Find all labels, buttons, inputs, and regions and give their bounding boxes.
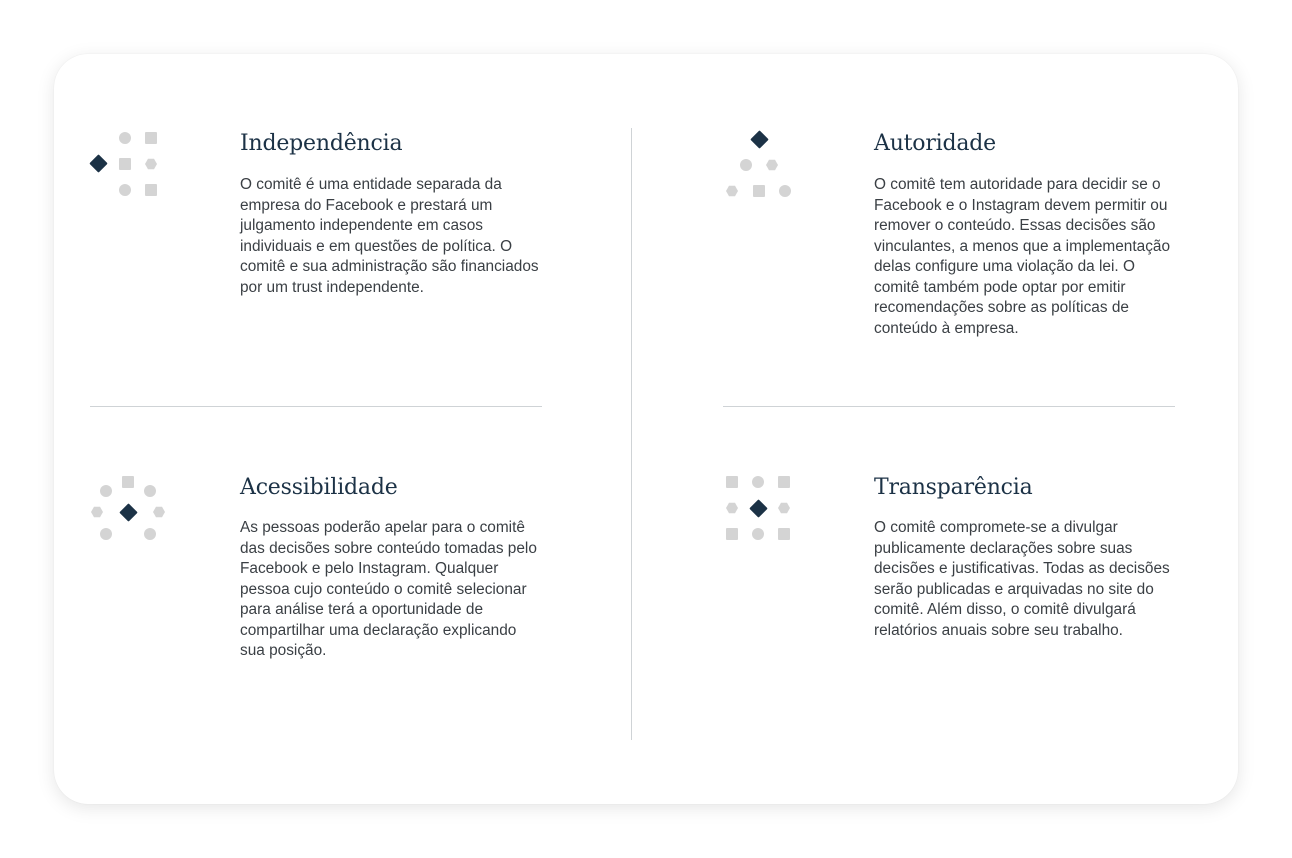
- section-body-autoridade: O comitê tem autoridade para decidir se o Facebook e o Instagram devem permitir ou remover o conteúdo. Essas decisões são vinculantes, a menos que a implementação delas configure uma violação da lei. O comitê também pode optar por emitir recomendações sobre as políticas de conteúdo à empresa.: [874, 176, 1171, 337]
- authority-icon: [720, 126, 800, 206]
- section-body-transparencia: O comitê compromete-se a divulgar publicamente declarações sobre suas decisões e justificativas. Todas as decisões serão publicadas e arquivadas no site do comitê. Além disso, o comitê divulgará relatórios anuais sobre seu trabalho.: [874, 519, 1170, 639]
- section-title-autoridade: Autoridade: [874, 131, 996, 156]
- vertical-divider: [631, 128, 632, 740]
- section-body-acessibilidade: As pessoas poderão apelar para o comitê das decisões sobre conteúdo tomadas pelo Facebook e pelo Instagram. Qualquer pessoa cujo conteúdo o comitê selecionar para análise terá a oportunidade de compartilhar uma declaração explicando sua posição.: [240, 519, 537, 659]
- section-title-independencia: Independência: [240, 131, 403, 156]
- section-body-independencia: O comitê é uma entidade separada da empresa do Facebook e prestará um julgamento independente em casos individuais e em questões de política. O comitê e sua administração são financiados por um trust independente.: [240, 176, 539, 296]
- independence-icon: [88, 126, 168, 206]
- transparency-icon: [720, 470, 800, 550]
- horizontal-divider-left: [90, 406, 542, 407]
- section-title-acessibilidade: Acessibilidade: [240, 475, 398, 500]
- accessibility-icon: [88, 470, 168, 550]
- principles-card: [54, 54, 1238, 804]
- horizontal-divider-right: [723, 406, 1175, 407]
- section-title-transparencia: Transparência: [874, 475, 1033, 500]
